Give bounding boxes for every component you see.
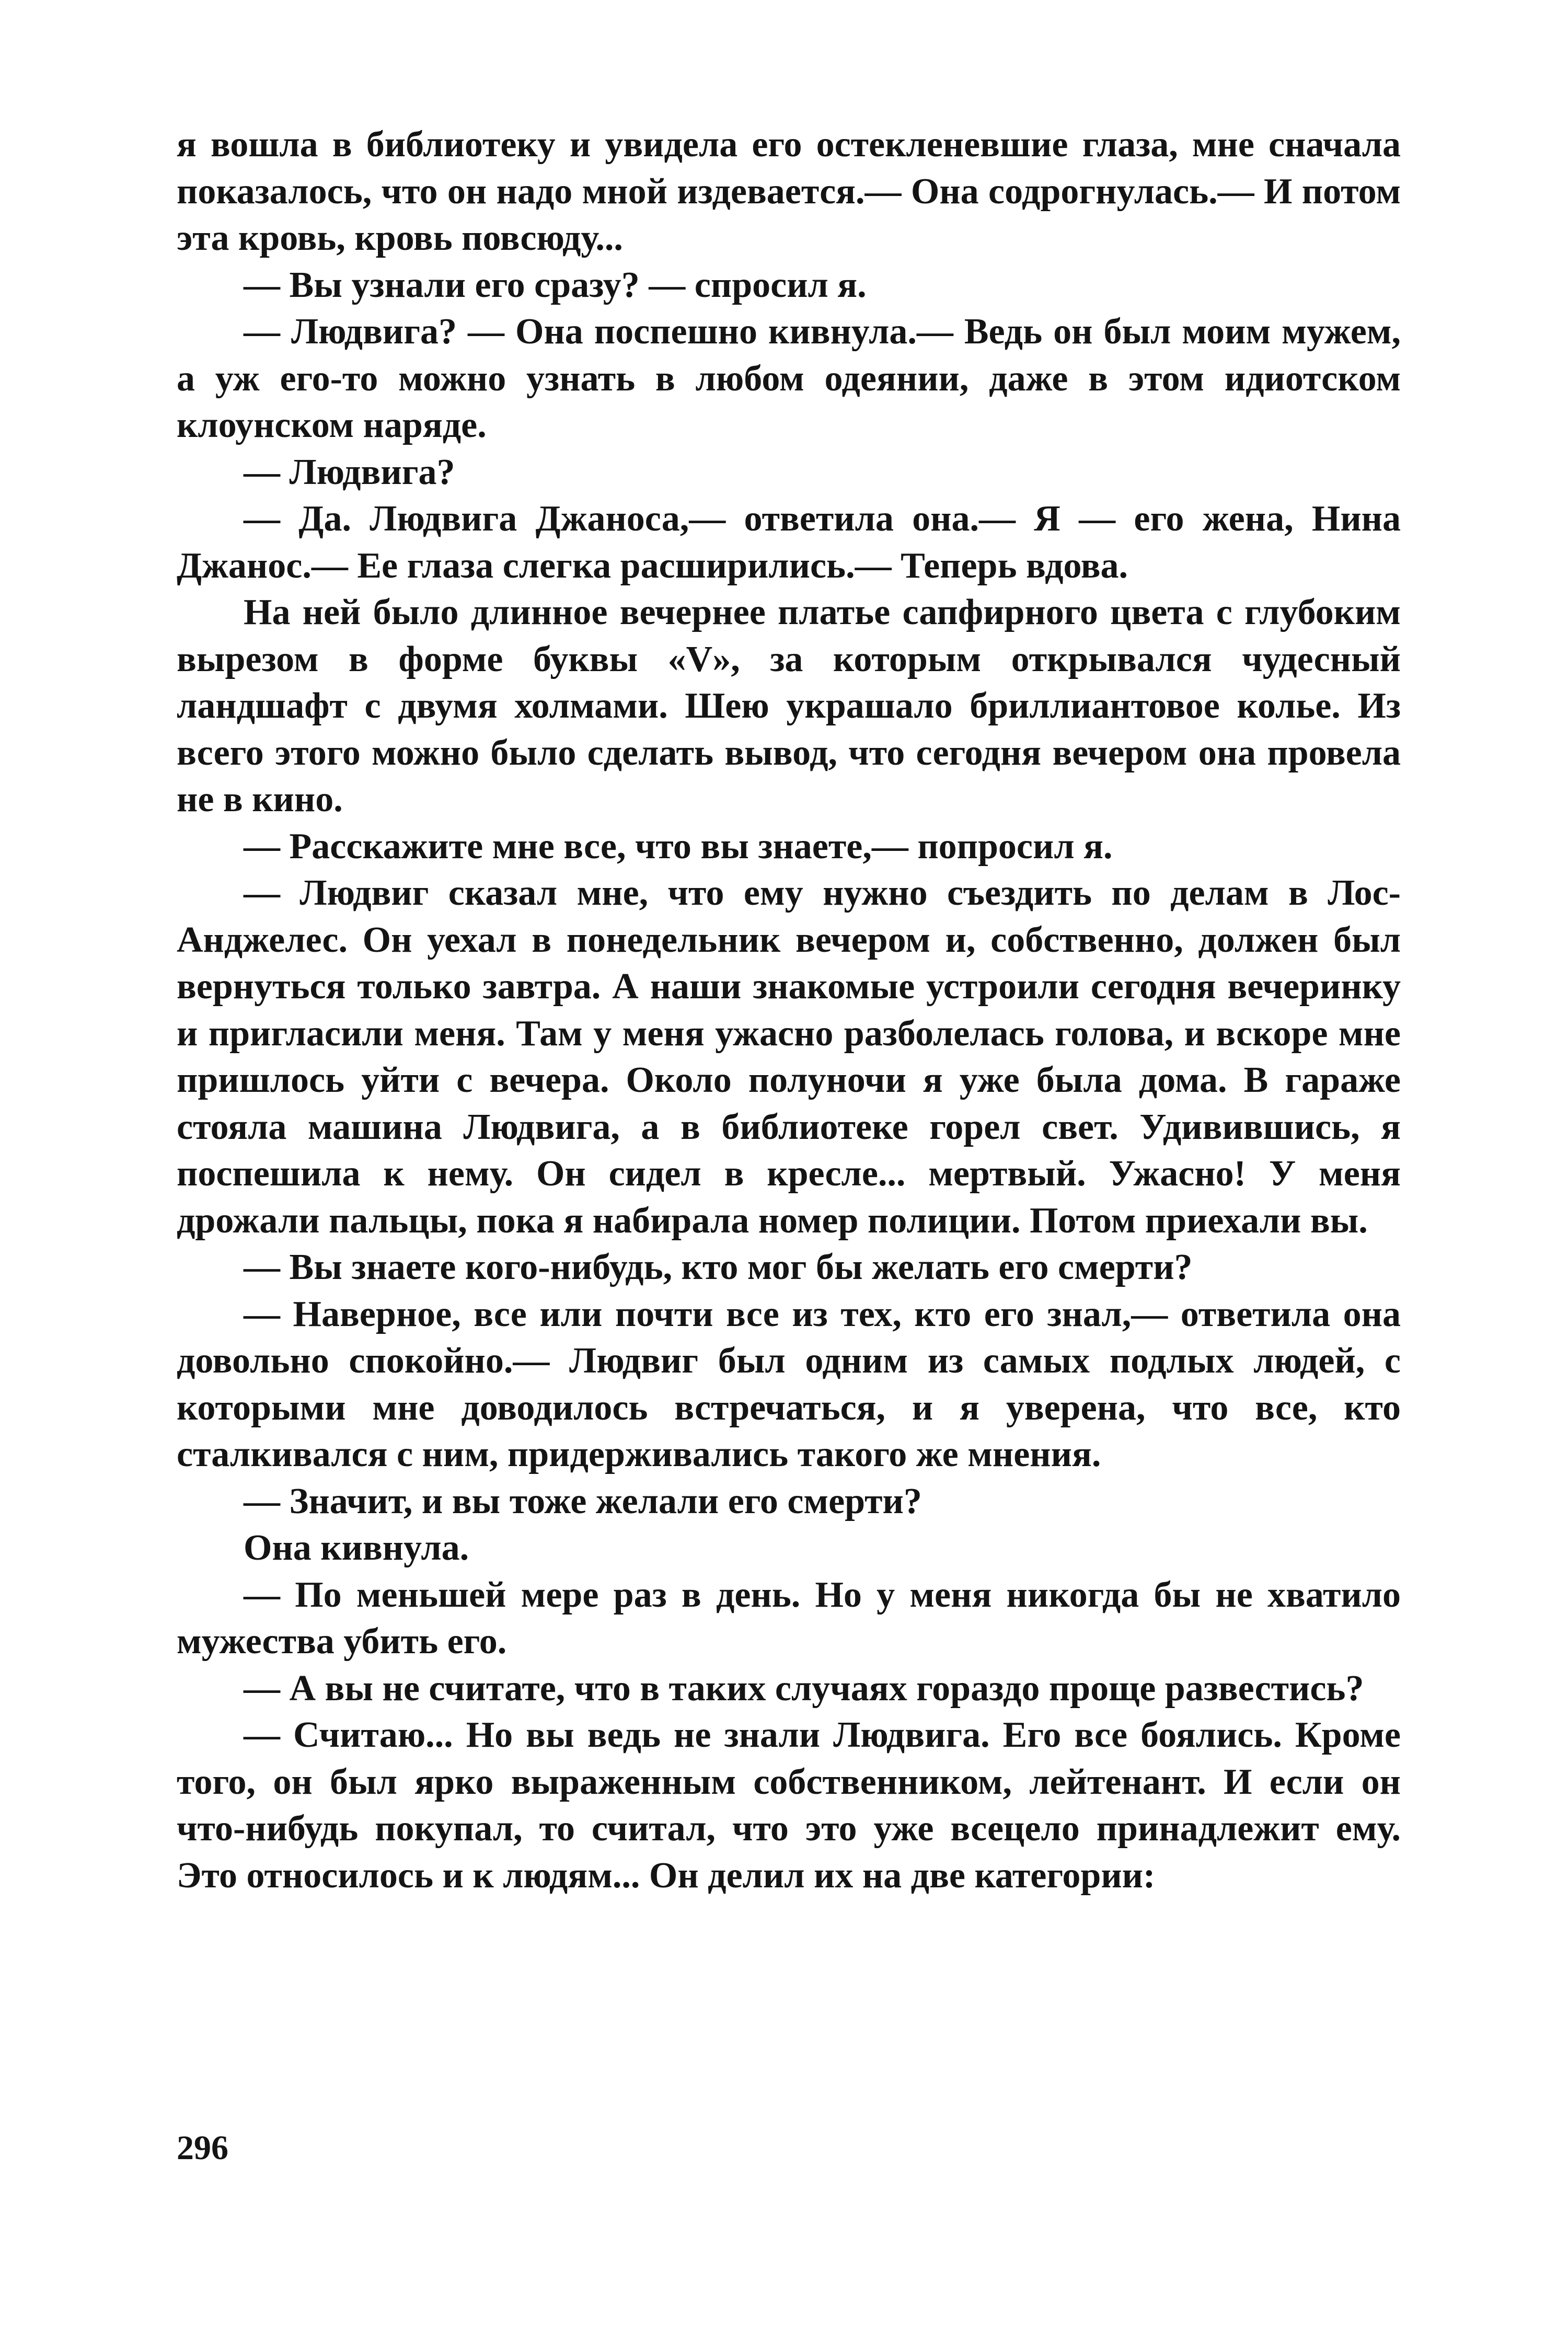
paragraph: — Считаю... Но вы ведь не знали Людвига. Его все боялись. Кроме того, он был ярко выраженным собственником, лейтенант. И если он что-нибудь покупал, то считал, что это уже всецело принадлежит ему. Это относилось и к людям... Он делил их на две категории: (177, 1715, 1401, 1896)
paragraph: На ней было длинное вечернее платье сапфирного цвета с глубоким вырезом в форме буквы «V», за которым открывался чудесный ландшафт с двумя холмами. Шею украшало бриллиантовое колье. Из всего этого можно было сделать вывод, что сегодня вечером она провела не в кино. (177, 592, 1401, 820)
paragraph: — А вы не считате, что в таких случаях гораздо проще развестись? (244, 1668, 1364, 1709)
paragraph: — Людвига? — Она поспешно кивнула.— Ведь он был моим мужем, а уж его-то можно узнать в любом одеянии, даже в этом идиотском клоунском наряде. (177, 312, 1401, 445)
paragraph: — Наверное, все или почти все из тех, кто его знал,— ответила она довольно спокойно.— Людвиг был одним из самых подлых людей, с которыми мне доводилось встречаться, и я уверена, что все, кто сталкивался с ним, придерживались такого же мнения. (177, 1294, 1401, 1474)
paragraph: — Вы узнали его сразу? — спросил я. (244, 264, 867, 305)
paragraph: Она кивнула. (244, 1528, 469, 1568)
paragraph: — Людвиг сказал мне, что ему нужно съездить по делам в Лос-Анджелес. Он уехал в понедельник вечером и, собственно, должен был вернуться только завтра. А наши знакомые устроили сегодня вечеринку и пригласили меня. Там у меня ужасно разболелась голова, и вскоре мне пришлось уйти с вечера. Около полуночи я уже была дома. В гараже стояла машина Людвига, а в библиотеке горел свет. Удивившись, я поспешила к нему. Он сидел в кресле... мертвый. Ужасно! У меня дрожали пальцы, пока я набирала номер полиции. Потом приехали вы. (177, 873, 1401, 1241)
paragraph: — Вы знаете кого-нибудь, кто мог бы желать его смерти? (244, 1247, 1193, 1287)
paragraph: — Значит, и вы тоже желали его смерти? (244, 1481, 922, 1521)
paragraph: — По меньшей мере раз в день. Но у меня никогда бы не хватило мужества убить его. (177, 1574, 1401, 1662)
paragraph: — Да. Людвига Джаноса,— ответила она.— Я — его жена, Нина Джанос.— Ее глаза слегка расширились.— Теперь вдова. (177, 499, 1401, 586)
page-number: 296 (177, 2129, 228, 2167)
body-text (177, 121, 1401, 1899)
paragraph: — Людвига? (244, 452, 455, 492)
paragraph: я вошла в библиотеку и увидела его остекленевшие глаза, мне сначала показалось, что он надо мной издевается.— Она содрогнулась.— И потом эта кровь, кровь повсюду... (177, 124, 1401, 258)
paragraph: — Расскажите мне все, что вы знаете,— попросил я. (244, 826, 1113, 867)
